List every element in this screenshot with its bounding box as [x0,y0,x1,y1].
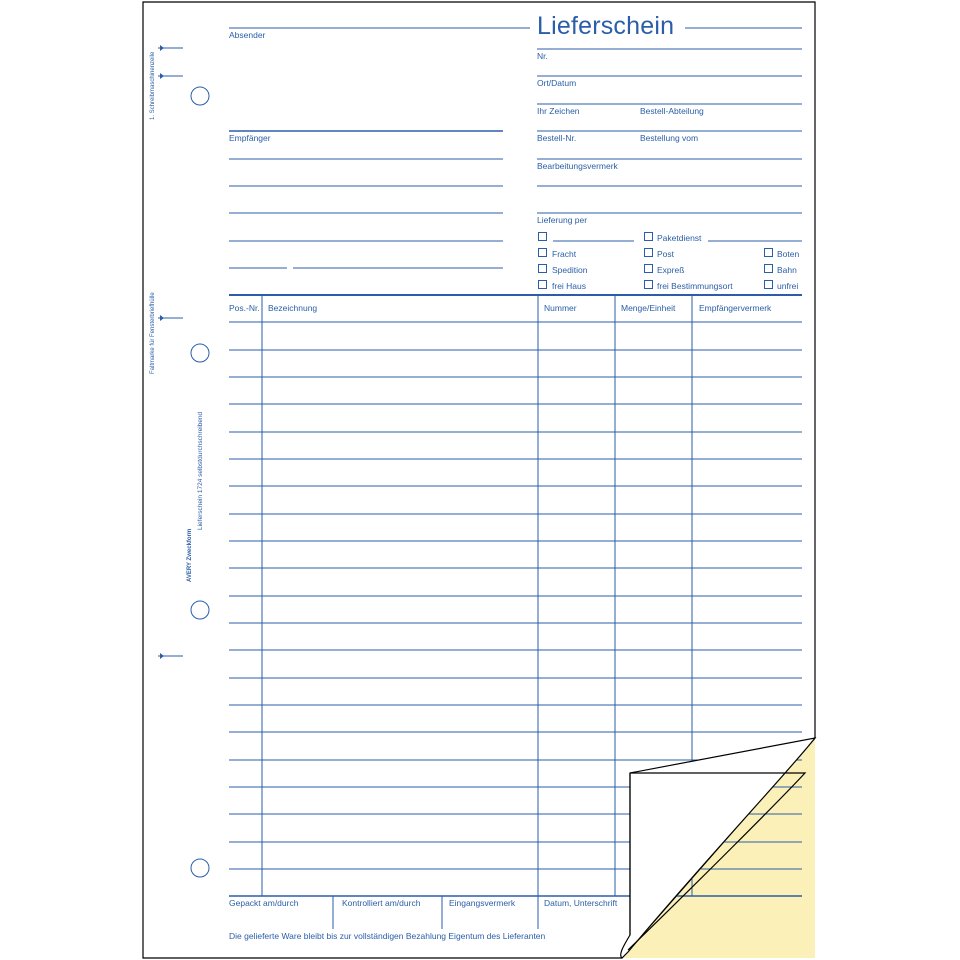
col-header-pos: Pos.-Nr. [229,303,260,313]
bahn-label: Bahn [777,265,797,275]
frei-bestimmungsort-label: frei Bestimmungsort [657,281,733,291]
checkbox-fracht[interactable] [538,248,547,257]
bestell-abteilung-label: Bestell-Abteilung [640,106,704,116]
footer-eingang: Eingangsvermerk [449,898,516,908]
checkbox-unfrei[interactable] [764,280,773,289]
checkbox-post[interactable] [644,248,653,257]
footer-note: Die gelieferte Ware bleibt bis zur vollständigen Bezahlung Eigentum des Lieferanten [229,931,546,941]
express-label: Expreß [657,265,685,275]
checkbox-bahn[interactable] [764,264,773,273]
footer-datum: Datum, Unterschrift [544,898,618,908]
ihr-zeichen-label: Ihr Zeichen [537,106,580,116]
checkbox-custom[interactable] [538,232,547,241]
col-header-nummer: Nummer [544,303,577,313]
unfrei-label: unfrei [777,281,799,291]
checkbox-frei-bestimmungsort[interactable] [644,280,653,289]
sender-label: Absender [229,30,266,40]
lieferung-per-label: Lieferung per [537,215,588,225]
checkbox-frei-haus[interactable] [538,280,547,289]
form-title: Lieferschein [537,12,675,40]
brand-logo: AVERY Zweckform [187,528,193,582]
boten-label: Boten [777,249,800,259]
punch-hole [191,344,209,362]
side-product: Lieferschein 1724 selbstdurchschreibend [197,411,204,530]
bestellung-vom-label: Bestellung vom [640,133,699,143]
checkbox-spedition[interactable] [538,264,547,273]
checkbox-boten[interactable] [764,248,773,257]
paketdienst-label: Paketdienst [657,233,702,243]
ort-datum-label: Ort/Datum [537,78,577,88]
col-header-bezeichnung: Bezeichnung [268,303,318,313]
spedition-label: Spedition [552,265,588,275]
recipient-label: Empfänger [229,133,271,143]
bestell-nr-label: Bestell-Nr. [537,133,577,143]
punch-hole [191,601,209,619]
footer-gepackt: Gepackt am/durch [229,898,299,908]
punch-hole [191,87,209,105]
nr-label: Nr. [537,51,548,61]
col-header-menge: Menge/Einheit [621,303,676,313]
checkbox-express[interactable] [644,264,653,273]
bearbeitungsvermerk-label: Bearbeitungsvermerk [537,161,618,171]
col-header-vermerk: Empfängervermerk [699,303,772,313]
punch-hole [191,859,209,877]
side-falzmarke: Faltmarke für Fensterbriefhülle [150,292,156,374]
fracht-label: Fracht [552,249,577,259]
side-schreibmaschinenzeile: 1. Schreibmaschinenzeile [150,51,156,120]
frei-haus-label: frei Haus [552,281,587,291]
checkbox-paketdienst[interactable] [644,232,653,241]
post-label: Post [657,249,675,259]
footer-kontrolliert: Kontrolliert am/durch [342,898,421,908]
